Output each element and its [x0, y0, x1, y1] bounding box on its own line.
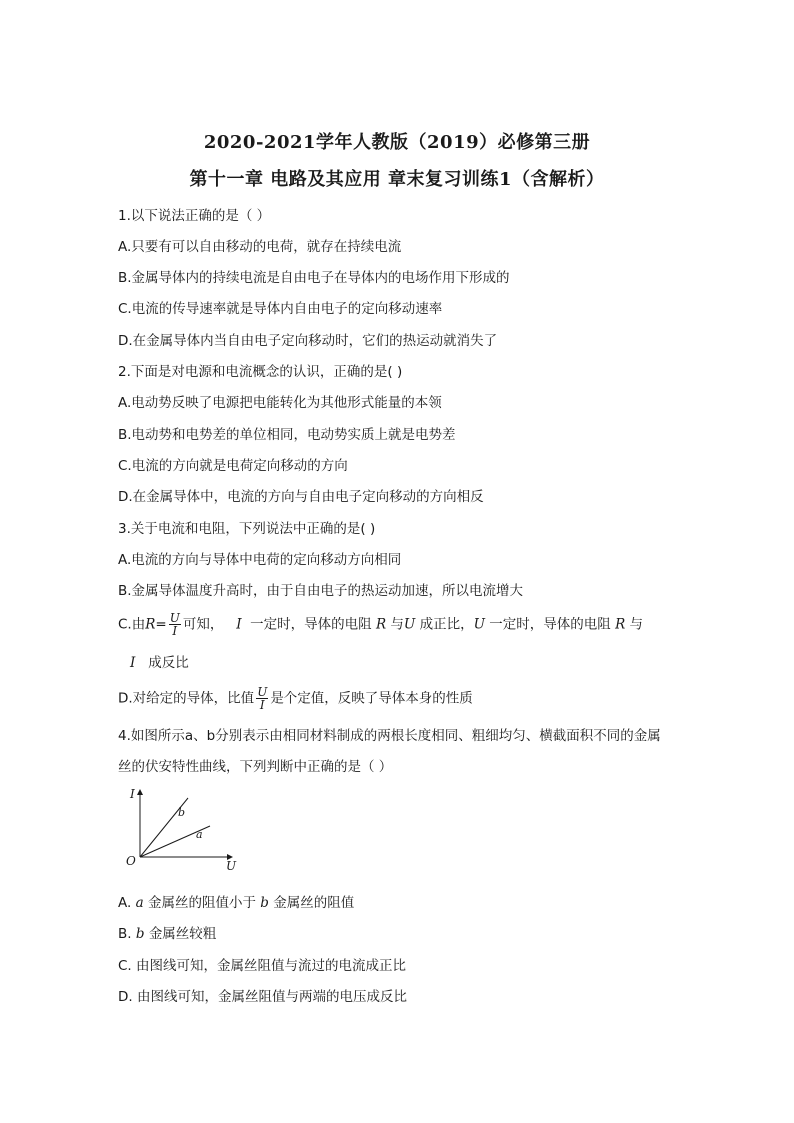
- q4-b-prefix: B.: [118, 926, 132, 942]
- q4-b-var: b: [135, 926, 145, 942]
- q3-c-var-i: I: [236, 616, 242, 633]
- q3-d-prefix: D.对给定的导体，比值: [118, 690, 255, 707]
- q3-option-d: [118, 686, 473, 711]
- q4-a-var1: a: [135, 895, 144, 911]
- q2-stem: 2.下面是对电源和电流概念的认识，正确的是( ): [118, 364, 403, 380]
- q4-stem-line2: 丝的伏安特性曲线，下列判断中正确的是（ ）: [118, 759, 393, 775]
- q4-option-a: [118, 894, 354, 912]
- q1-option-d: D.在金属导体内当自由电子定向移动时，它们的热运动就消失了: [118, 333, 498, 349]
- q3-c-eq: =: [155, 616, 167, 633]
- origin-label: O: [126, 854, 136, 868]
- q3-c-var-r: R: [145, 616, 156, 633]
- q4-stem-line1: 4.如图所示a、b分别表示由相同材料制成的两根长度相同、粗细均匀、横截面积不同的金属: [118, 728, 661, 744]
- q3-c2-text: 成反比: [148, 655, 189, 671]
- q2-option-c: C.电流的方向就是电荷定向移动的方向: [118, 458, 348, 474]
- q3-c-var-u2: U: [473, 616, 485, 633]
- q3-c-var-u1: U: [403, 616, 416, 633]
- q3-d-frac-num: U: [257, 685, 268, 699]
- doc-title-line1: 2020-2021学年人教版（2019）必修第三册: [203, 132, 591, 153]
- doc-title-line2: 第十一章 电路及其应用 章末复习训练1（含解析）: [189, 169, 605, 190]
- q4-option-b: [118, 925, 216, 943]
- q3-c-text3: 与: [390, 616, 404, 633]
- q4-a-end: 金属丝的阻值: [273, 895, 355, 911]
- q3-d-frac-den: I: [259, 698, 265, 712]
- q1-option-c: C.电流的传导速率就是导体内自由电子的定向移动速率: [118, 301, 443, 317]
- q3-d-suffix: 是个定值，反映了导体本身的性质: [270, 690, 473, 707]
- y-axis-label: I: [130, 787, 135, 801]
- q4-option-d: D. 由图线可知，金属丝阻值与两端的电压成反比: [118, 989, 407, 1005]
- q3-option-a: A.电流的方向与导体中电荷的定向移动方向相同: [118, 552, 402, 568]
- q1-option-b: B.金属导体内的持续电流是自由电子在导体内的电场作用下形成的: [118, 270, 510, 286]
- q3-c-text6: 与: [629, 616, 644, 633]
- q3-stem: 3.关于电流和电阻，下列说法中正确的是( ): [118, 521, 376, 537]
- q3-option-b: B.金属导体温度升高时，由于自由电子的热运动加速，所以电流增大: [118, 583, 524, 599]
- q3-c-fraction: [169, 612, 181, 637]
- q3-c-text5: 一定时，导体的电阻: [489, 616, 611, 633]
- line-b-label: b: [178, 806, 186, 819]
- q4-a-var2: b: [260, 895, 269, 911]
- q3-c-frac-den: I: [172, 624, 178, 638]
- q3-c-var-r2: R: [615, 616, 626, 633]
- q3-d-fraction: [256, 686, 268, 711]
- q1-stem: 1.以下说法正确的是（ ）: [118, 208, 271, 224]
- q3-c-text2: 一定时，导体的电阻: [250, 616, 372, 633]
- q4-a-prefix: A.: [118, 895, 132, 911]
- q3-c-text1: 可知，: [182, 616, 224, 633]
- iv-graph: [118, 786, 243, 876]
- q3-c-text4: 成正比，: [419, 616, 474, 633]
- q3-option-c-cont: [130, 654, 189, 672]
- q3-c-prefix: C.由: [118, 616, 146, 633]
- q2-option-a: A.电动势反映了电源把电能转化为其他形式能量的本领: [118, 395, 442, 411]
- q3-c-frac-num: U: [169, 611, 180, 625]
- q3-c2-var-i: I: [130, 655, 136, 671]
- x-axis-label: U: [226, 859, 237, 873]
- q3-option-c: [118, 612, 643, 637]
- q4-option-c: C. 由图线可知，金属丝阻值与流过的电流成正比: [118, 958, 407, 974]
- q2-option-d: D.在金属导体中，电流的方向与自由电子定向移动的方向相反: [118, 489, 484, 505]
- q3-c-var-r1: R: [375, 616, 387, 633]
- q4-a-text: 金属丝的阻值小于: [147, 895, 256, 911]
- line-a-label: a: [196, 828, 203, 841]
- q2-option-b: B.电动势和电势差的单位相同，电动势实质上就是电势差: [118, 427, 456, 443]
- q1-option-a: A.只要有可以自由移动的电荷，就存在持续电流: [118, 239, 402, 255]
- q4-b-end: 金属丝较粗: [148, 926, 217, 942]
